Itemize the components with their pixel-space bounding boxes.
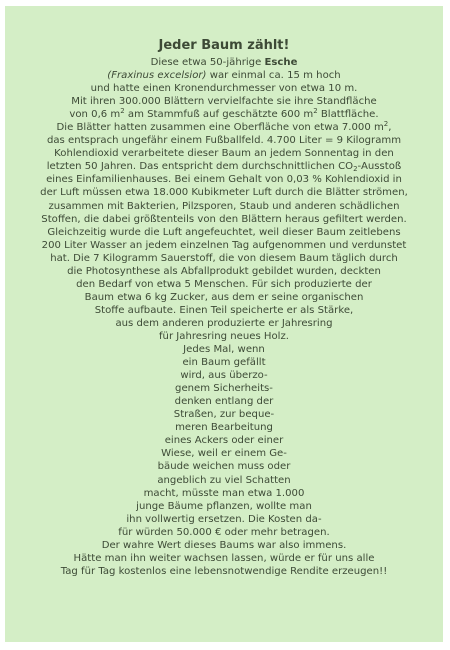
text-line [5,160,443,173]
text-segment: für würden 50.000 € oder mehr betragen. [118,526,330,538]
text-segment: Blattfläche. [317,109,379,121]
text-segment: Stoffe aufbaute. Einen Teil speicherte er als Stärke, [94,304,354,316]
text-segment: hat. Die 7 Kilogramm Sauerstoff, die von diesem Baum täglich durch [50,252,398,264]
text-line [5,513,443,526]
text-segment: eines Ackers oder einer [164,435,284,447]
text-segment: Esche [264,57,298,68]
text-segment: Diese etwa 50-jährige [150,57,265,68]
text-segment: meren Bearbeitung [175,422,273,434]
text-line [5,395,443,408]
text-line [5,186,443,199]
text-line [5,213,443,226]
text-segment: Kohlendioxid verarbeitete dieser Baum an jedem Sonnentag in den [54,148,394,160]
text-segment: macht, müsste man etwa 1.000 [143,487,305,499]
text-line [5,565,443,578]
text-line [5,526,443,539]
text-segment: Stoffen, die dabei größtenteils von den Blättern heraus gefiltert werden. [41,213,407,225]
text-line [5,500,443,513]
text-line [5,265,443,278]
text-segment: wird, aus überzo- [180,370,268,382]
text-line [5,343,443,356]
text-segment: den Bedarf von etwa 5 Menschen. Für sich produzierte der [76,278,372,290]
text-segment: Jedes Mal, wenn [183,344,265,356]
text-line [5,408,443,421]
page-title: Jeder Baum zählt! [158,38,290,53]
document-page [5,6,443,642]
text-line [5,304,443,317]
body-text [5,56,443,578]
text-segment: für Jahresring neues Holz. [159,330,289,342]
text-line [5,173,443,186]
text-segment: ein Baum gefällt [182,357,266,369]
text-line [5,474,443,487]
text-segment: 2 [313,107,318,116]
text-line [5,369,443,382]
text-line [5,330,443,343]
text-line [5,487,443,500]
tree-shaped-text [5,38,443,578]
text-segment: am Stammfuß auf geschätzte 600 m [124,109,314,121]
text-segment: Hätte man ihn weiter wachsen lassen, würde er für uns alle [73,552,375,564]
text-line [5,382,443,395]
text-segment: Der wahre Wert dieses Baums war also immens. [101,539,347,551]
text-line [5,552,443,565]
text-segment: 2 [353,165,358,174]
text-line [5,82,443,95]
text-line [5,317,443,330]
text-line [5,421,443,434]
text-segment: (Fraxinus excelsior) [107,70,207,82]
text-segment: war einmal ca. 15 m hoch [206,70,341,82]
text-segment: Baum etwa 6 kg Zucker, aus dem er seine organischen [84,291,364,303]
text-segment: , [388,122,392,134]
text-segment: 200 Liter Wasser an jedem einzelnen Tag aufgenommen und verdunstet [41,239,407,251]
text-line [5,434,443,447]
text-line [5,226,443,239]
text-segment: Tag für Tag kostenlos eine lebensnotwendige Rendite erzeugen!! [60,565,388,577]
text-segment: -Ausstoß [357,161,402,173]
text-segment: letzten 50 Jahren. Das entspricht dem durchschnittlichen CO [46,161,354,173]
text-line [5,239,443,252]
text-segment: denken entlang der [174,396,274,408]
text-line [5,147,443,160]
text-segment: Wiese, weil er einem Ge- [161,448,287,460]
text-line [5,460,443,473]
text-segment: das entsprach ungefähr einem Fußballfeld. 4.700 Liter = 9 Kilogramm [46,135,402,147]
text-segment: angeblich zu viel Schatten [157,474,291,486]
text-segment: junge Bäume pflanzen, wollte man [136,500,312,512]
text-segment: 2 [120,107,125,116]
text-segment: bäude weichen muss oder [157,461,291,473]
text-line [5,447,443,460]
text-line [5,134,443,147]
text-segment: und hatte einen Kronendurchmesser von etwa 10 m. [90,83,358,95]
text-segment: Die Blätter hatten zusammen eine Oberfläche von etwa 7.000 m [56,122,384,134]
text-line [5,95,443,108]
text-segment: der Luft müssen etwa 18.000 Kubikmeter Luft durch die Blätter strömen, [40,187,408,199]
text-segment: 2 [383,120,389,129]
text-line [5,200,443,213]
text-segment: die Photosynthese als Abfallprodukt gebildet wurden, deckten [67,265,381,277]
text-line [5,356,443,369]
text-line [5,121,443,134]
text-line [5,108,443,121]
text-line [5,291,443,304]
text-segment: Straßen, zur beque- [173,409,275,421]
text-line [5,278,443,291]
text-line [5,539,443,552]
text-segment: aus dem anderen produzierte er Jahresring [115,317,333,329]
text-segment: Mit ihren 300.000 Blättern vervielfachte sie ihre Standfläche [71,96,377,108]
text-segment: genem Sicherheits- [175,383,273,395]
text-segment: von 0,6 m [69,109,121,121]
text-segment: ihn vollwertig ersetzen. Die Kosten da- [126,513,322,525]
text-segment: eines Einfamilienhauses. Bei einem Gehalt von 0,03 % Kohlendioxid in [46,174,402,186]
text-line [5,56,443,69]
text-line [5,69,443,82]
text-line [5,252,443,265]
text-segment: zusammen mit Bakterien, Pilzsporen, Staub und anderen schädlichen [48,200,400,212]
text-segment: Gleichzeitig wurde die Luft angefeuchtet, weil dieser Baum zeitlebens [47,226,401,238]
